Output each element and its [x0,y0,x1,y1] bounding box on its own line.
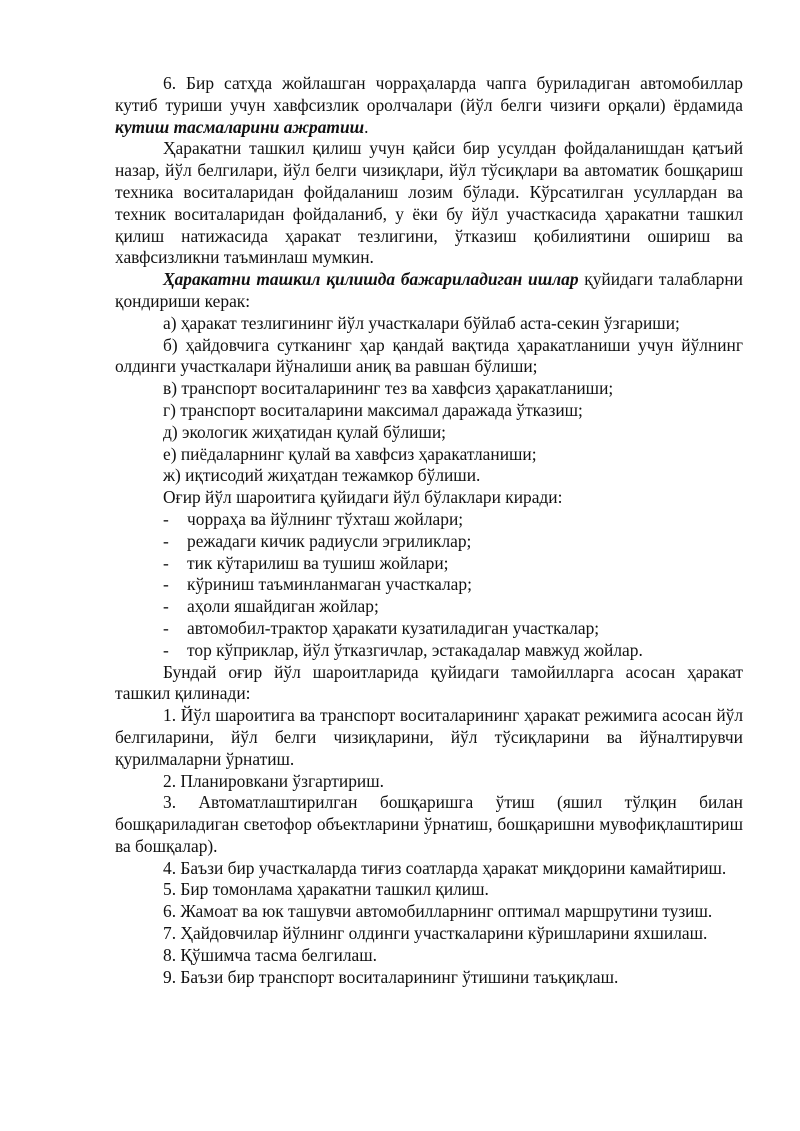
principle-item: 2. Планировкани ўзгартириш. [163,770,384,791]
requirement-item: г) транспорт воситаларини максимал даражада ўтказиш; [163,399,583,420]
requirement-item: ж) иқтисодий жиҳатдан тежамкор бўлиши. [163,465,481,486]
list-dash: - [163,530,169,551]
list-dash: - [163,617,169,638]
difficult-item [115,596,743,618]
paragraph-text: қуйидаги талабларни қондириши керак: [115,269,743,311]
list-item-text: аҳоли яшайдиган жойлар; [187,596,379,617]
emphasis-text: кутиш тасмаларини ажратиш [115,116,365,137]
principle-item: 4. Баъзи бир участкаларда тиғиз соатларда ҳаракат миқдорини камайтириш. [163,857,727,878]
requirement-item: в) транспорт воситаларининг тез ва хавфсиз ҳаракатланиши; [163,378,614,399]
paragraph-text: 6. Бир сатҳда жойлашган чорраҳаларда чапга буриладиган автомобиллар кутиб туриши учун хавфсизлик оролчалари (йўл белги чизиғи орқали) ёрдамида [115,73,743,115]
difficult-item [115,531,743,553]
principle-item: 3. Автоматлаштирилган бошқаришга ўтиш (яшил тўлқин билан бошқариладиган светофор объектларини ўрнатиш, бошқаришни мувофиқлаштириш ва бошқалар). [115,792,743,856]
list-item-text: чорраҳа ва йўлнинг тўхташ жойлари; [187,508,464,529]
paragraph-waiting-lanes [115,73,743,138]
principle-item: 6. Жамоат ва юк ташувчи автомобилларнинг оптимал маршрутини тузиш. [163,901,713,922]
principle-item: 5. Бир томонлама ҳаракатни ташкил қилиш. [163,879,489,900]
list-item-text: кўриниш таъминланмаган участкалар; [187,574,472,595]
principle-item: 1. Йўл шароитига ва транспорт воситаларининг ҳаракат режимига асосан йўл белгиларини, йўл белги чизиқларини, йўл тўсиқларини ва йўналтирувчи қурилмаларни ўрнатиш. [115,705,743,769]
principle-item: 7. Ҳайдовчилар йўлнинг олдинги участкаларини кўришларини яхшилаш. [163,923,708,944]
paragraph-end: . [364,116,369,137]
difficult-conditions-intro: Оғир йўл шароитига қуйидаги йўл бўлаклари киради: [163,487,563,508]
difficult-item [115,640,743,662]
paragraph-requirements-intro [115,269,743,313]
list-dash: - [163,639,169,660]
emphasis-text: Ҳаракатни ташкил қилишда бажариладиган ишлар [163,269,579,290]
difficult-item [115,509,743,531]
list-item-text: автомобил-трактор ҳаракати кузатиладиган участкалар; [187,617,600,638]
principles-intro: Бундай оғир йўл шароитларида қуйидаги тамойилларга асосан ҳаракат ташкил қилинади: [115,661,743,704]
list-item-text: режадаги кичик радиусли эгриликлар; [187,530,472,551]
difficult-item [115,618,743,640]
difficult-item [115,574,743,596]
principle-item: 9. Баъзи бир транспорт воситаларининг ўтишини таъқиқлаш. [163,966,619,987]
list-item-text: тор кўприклар, йўл ўтказгичлар, эстакадалар мавжуд жойлар. [187,639,643,660]
requirement-item: б) ҳайдовчига сутканинг ҳар қандай вақтида ҳаракатланиши учун йўлнинг олдинги участкалари йўналиши аниқ ва равшан бўлиши; [115,334,743,377]
list-item-text: тик кўтарилиш ва тушиш жойлари; [187,552,449,573]
paragraph-traffic-methods: Ҳаракатни ташкил қилиш учун қайси бир усулдан фойдаланишдан қатъий назар, йўл белгилари, йўл белги чизиқлари, йўл тўсиқлари ва автоматик бошқариш техника воситаларидан фойдаланиш лозим бўлади. Кўрсатилган усуллардан ва техник воситаларидан фойдаланиб, у ёки бу йўл участкасида ҳаракатни ташкил қилиш натижасида ҳаракат тезлигини, ўтказиш қобилиятини ошириш ва хавфсизликни таъминлаш мумкин. [115,138,743,268]
list-dash: - [163,574,169,595]
difficult-item [115,553,743,575]
list-dash: - [163,596,169,617]
list-dash: - [163,552,169,573]
principle-item: 8. Қўшимча тасма белгилаш. [163,944,377,965]
list-dash: - [163,508,169,529]
requirement-item: д) экологик жиҳатидан қулай бўлиши; [163,421,446,442]
requirement-item: а) ҳаракат тезлигининг йўл участкалари бўйлаб аста-секин ўзгариши; [163,312,680,333]
requirement-item: е) пиёдаларнинг қулай ва хавфсиз ҳаракатланиши; [163,443,537,464]
